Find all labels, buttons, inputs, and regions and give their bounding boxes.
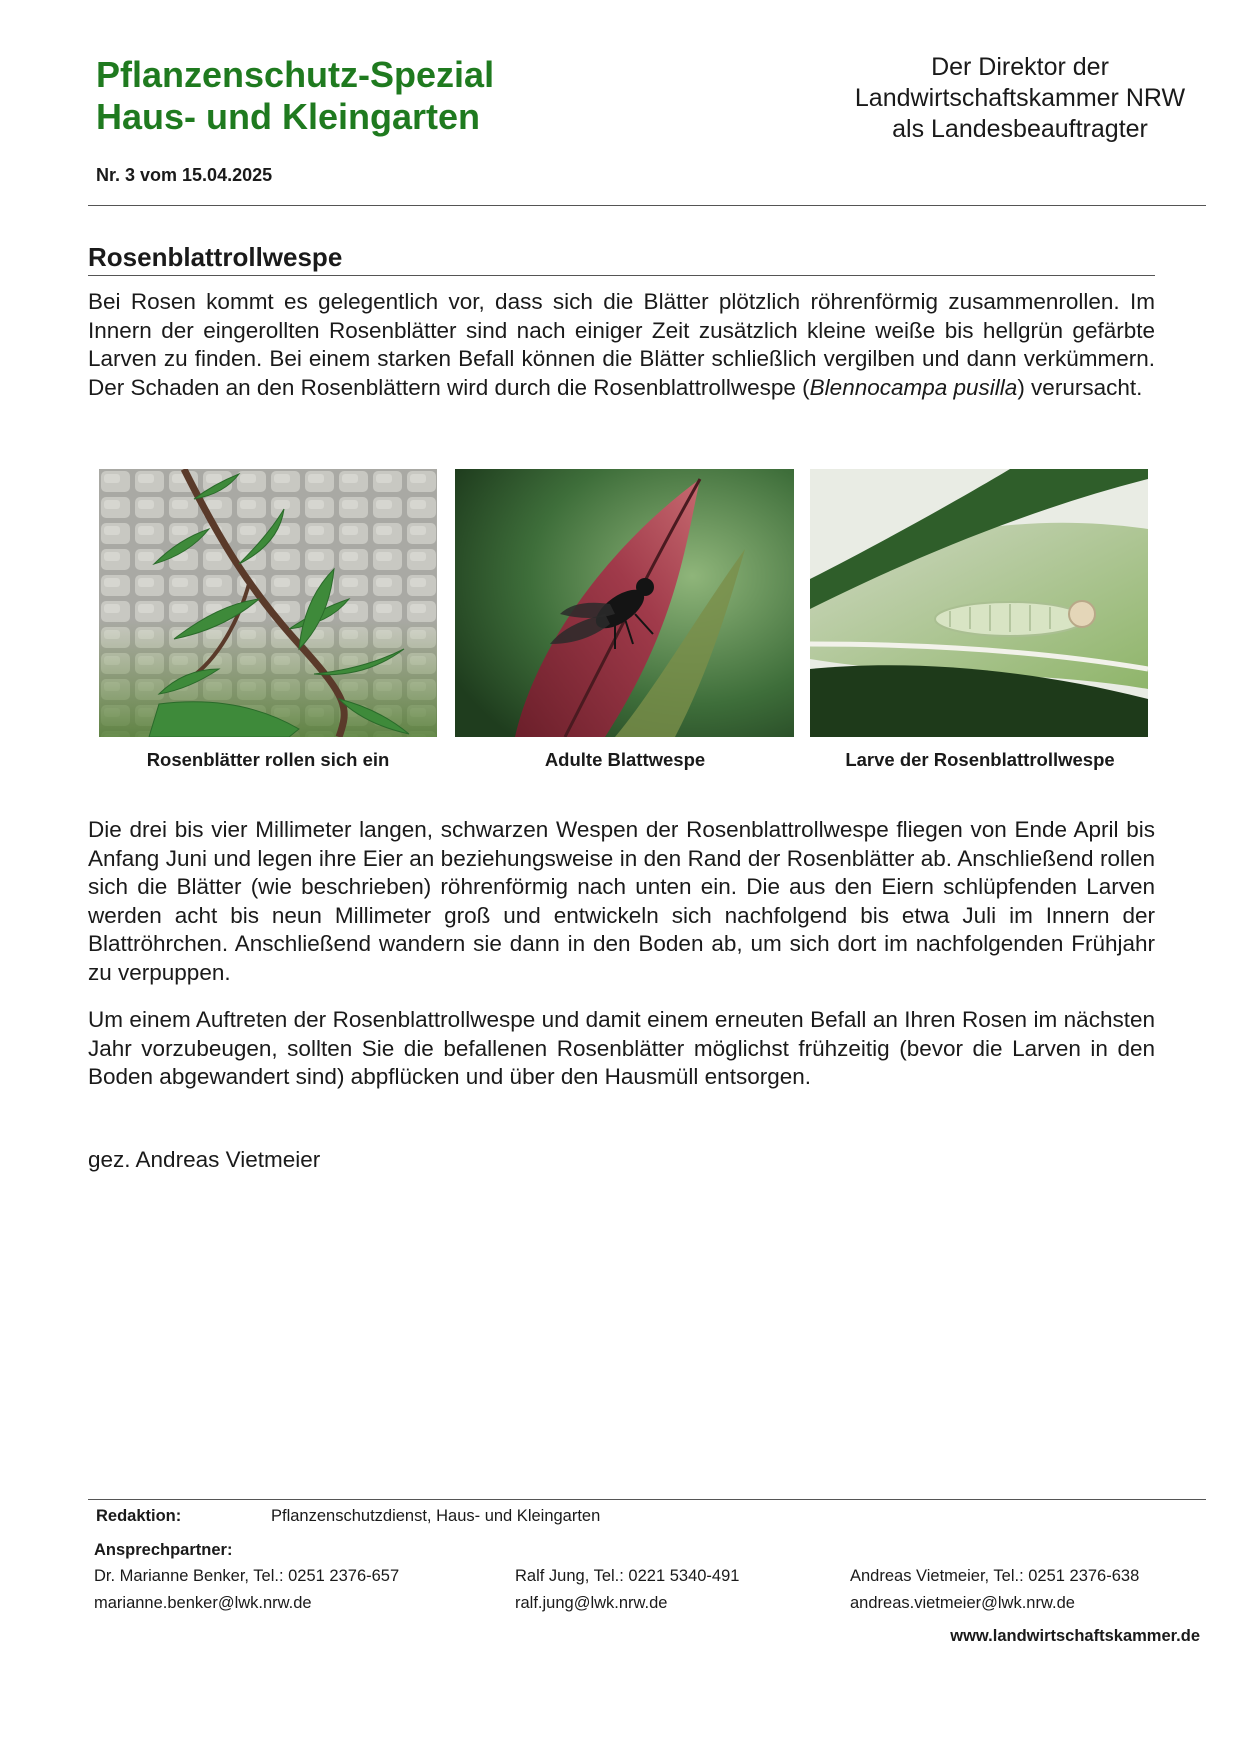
publication-title-line1: Pflanzenschutz-Spezial [96, 54, 495, 95]
director-block [820, 52, 1220, 145]
director-line1: Der Direktor der [931, 53, 1109, 81]
contact-vietmeier [850, 1567, 1139, 1613]
intro-text: Bei Rosen kommt es gelegentlich vor, dass sich die Blätter plötzlich röhrenförmig zusammenrollen. Im Innern der eingerollten Rosenblätter sind nach einiger Zeit zusätzlich kleine weiße bis hellgrün gefärbte Larven zu finden. Bei einem starken Befall können die Blätter schließlich vergilben und dann verkümmern. Der Schaden an den Rosenblättern wird durch die Rosenblattrollwespe ( [88, 289, 1155, 400]
contact-name-phone: Andreas Vietmeier, Tel.: 0251 2376-638 [850, 1567, 1140, 1585]
title-underline [88, 275, 1155, 276]
contact-email[interactable]: andreas.vietmeier@lwk.nrw.de [850, 1594, 1075, 1612]
publication-title-line2: Haus- und Kleingarten [96, 96, 481, 137]
photo-larva [810, 469, 1148, 737]
contact-benker [94, 1567, 399, 1613]
intro-end: ) verursacht. [1017, 374, 1143, 400]
article-title: Rosenblattrollwespe [88, 242, 343, 272]
publication-title [96, 54, 494, 138]
photo-rolled-rose-leaves [99, 469, 437, 737]
caption-adult-sawfly: Adulte Blattwespe [544, 749, 706, 770]
paragraph-lifecycle: Die drei bis vier Millimeter langen, schwarzen Wespen der Rosenblattrollwespe fliegen von Ende April bis Anfang Juni und legen ihre Eier an beziehungsweise in den Rand der Rosenblätter ab. Anschließend rollen sich die Blätter (wie beschrieben) röhrenförmig nach unten ein. Die aus den Eiern schlüpfenden Larven werden acht bis neun Millimeter groß und entwickeln sich nachfolgend bis etwa Juli im Innern der Blattröhrchen. Anschließend wandern sie dann in den Boden ab, um sich dort im nachfolgenden Frühjahr zu verpuppen. [88, 817, 1155, 985]
director-line2: Landwirtschaftskammer NRW [854, 84, 1186, 112]
contact-jung [515, 1567, 739, 1613]
contact-email[interactable]: marianne.benker@lwk.nrw.de [94, 1594, 312, 1612]
website-link[interactable]: www.landwirtschaftskammer.de [950, 1627, 1200, 1645]
intro-paragraph [88, 288, 1155, 402]
caption-larva: Larve der Rosenblattrollwespe [845, 749, 1115, 770]
contact-name-phone: Ralf Jung, Tel.: 0221 5340-491 [515, 1567, 740, 1585]
redaktion-label: Redaktion: [96, 1507, 182, 1525]
caption-rolled-leaves: Rosenblätter rollen sich ein [146, 749, 390, 770]
contact-email[interactable]: ralf.jung@lwk.nrw.de [515, 1594, 668, 1612]
issue-number: Nr. 3 vom 15.04.2025 [96, 165, 273, 185]
header-divider [88, 205, 1206, 206]
signature: gez. Andreas Vietmeier [88, 1147, 321, 1172]
director-line3: als Landesbeauftragter [892, 115, 1148, 143]
species-name: Blennocampa pusilla [809, 374, 1018, 400]
paragraph-prevention: Um einem Auftreten der Rosenblattrollwespe und damit einem erneuten Befall an Ihren Rosen im nächsten Jahr vorzubeugen, sollten Sie die befallenen Rosenblätter möglichst frühzeitig (bevor die Larven in den Boden abgewandert sind) abpflücken und über den Hausmüll entsorgen. [88, 1007, 1155, 1090]
contact-name-phone: Dr. Marianne Benker, Tel.: 0251 2376-657 [94, 1567, 400, 1585]
photo-adult-sawfly [455, 469, 794, 737]
redaktion-value: Pflanzenschutzdienst, Haus- und Kleingarten [271, 1507, 601, 1525]
contacts-label: Ansprechpartner: [94, 1541, 233, 1559]
footer-divider [88, 1499, 1206, 1500]
